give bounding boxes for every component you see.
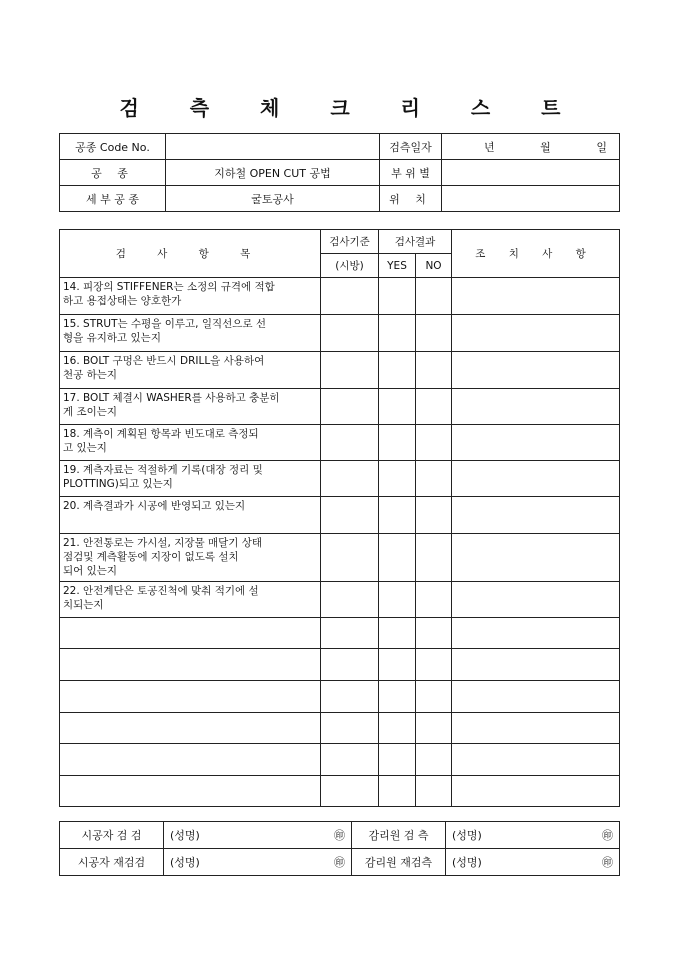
info-table [59, 133, 620, 212]
header-action: 조 치 사 항 [452, 230, 620, 278]
seal-mark: ㊞ [602, 856, 613, 869]
standard-cell[interactable] [321, 389, 379, 425]
action-cell[interactable] [452, 618, 620, 649]
checklist-row [60, 713, 620, 744]
yes-cell[interactable] [379, 649, 416, 681]
checklist-row [60, 744, 620, 776]
check-item-text [60, 713, 321, 744]
standard-cell[interactable] [321, 681, 379, 713]
check-item-text: 18. 계측이 계획된 항목과 빈도대로 측정되 고 있는지 [60, 425, 321, 461]
header-no: NO [416, 254, 452, 278]
signature-table [59, 821, 620, 876]
check-item-text: 14. 피장의 STIFFENER는 소정의 규격에 적합 하고 용접상태는 양호한가 [60, 278, 321, 315]
checklist-row [60, 681, 620, 713]
check-item-text [60, 681, 321, 713]
contractor-inspect-label: 시공자 검 검 [60, 822, 164, 849]
header-standard: 검사기준 [321, 230, 379, 254]
checklist-row [60, 278, 620, 315]
checklist-row [60, 534, 620, 582]
action-cell[interactable] [452, 713, 620, 744]
standard-cell[interactable] [321, 744, 379, 776]
standard-cell[interactable] [321, 352, 379, 389]
no-cell[interactable] [416, 776, 452, 807]
header-row-1 [60, 230, 620, 254]
checklist-row [60, 461, 620, 497]
no-cell[interactable] [416, 534, 452, 582]
no-cell[interactable] [416, 582, 452, 618]
detail-work-label: 세 부 공 종 [60, 186, 166, 212]
checklist-row [60, 649, 620, 681]
yes-cell[interactable] [379, 681, 416, 713]
supervisor-inspect-name[interactable] [446, 822, 620, 849]
no-cell[interactable] [416, 278, 452, 315]
check-item-text: 19. 계측자료는 적절하게 기록(대장 정리 및 PLOTTING)되고 있는지 [60, 461, 321, 497]
work-type-value[interactable]: 지하철 OPEN CUT 공법 [166, 160, 380, 186]
standard-cell[interactable] [321, 425, 379, 461]
no-cell[interactable] [416, 389, 452, 425]
date-day: 일 [596, 140, 607, 154]
standard-cell[interactable] [321, 713, 379, 744]
action-cell[interactable] [452, 649, 620, 681]
checklist-row [60, 497, 620, 534]
part-label: 부 위 별 [380, 160, 442, 186]
check-item-text: 15. STRUT는 수평을 이루고, 일직선으로 선 형을 유지하고 있는지 [60, 315, 321, 352]
yes-cell[interactable] [379, 713, 416, 744]
yes-cell[interactable] [379, 618, 416, 649]
no-cell[interactable] [416, 744, 452, 776]
name-label: (성명) [452, 856, 482, 869]
no-cell[interactable] [416, 618, 452, 649]
check-item-text [60, 776, 321, 807]
no-cell[interactable] [416, 497, 452, 534]
checklist-table [59, 229, 620, 807]
name-label: (성명) [170, 829, 200, 842]
yes-cell[interactable] [379, 278, 416, 315]
standard-cell[interactable] [321, 461, 379, 497]
no-cell[interactable] [416, 315, 452, 352]
yes-cell[interactable] [379, 497, 416, 534]
action-cell[interactable] [452, 278, 620, 315]
yes-cell[interactable] [379, 352, 416, 389]
standard-cell[interactable] [321, 315, 379, 352]
standard-cell[interactable] [321, 649, 379, 681]
checklist-row [60, 425, 620, 461]
check-item-text: 17. BOLT 체결시 WASHER를 사용하고 충분히 게 조이는지 [60, 389, 321, 425]
info-row-code [60, 134, 620, 160]
standard-cell[interactable] [321, 582, 379, 618]
contractor-inspect-name[interactable] [164, 822, 352, 849]
action-cell[interactable] [452, 681, 620, 713]
action-cell[interactable] [452, 352, 620, 389]
check-item-text [60, 649, 321, 681]
info-row-work [60, 160, 620, 186]
check-item-text [60, 618, 321, 649]
inspection-date-value[interactable] [442, 134, 620, 160]
no-cell[interactable] [416, 461, 452, 497]
code-value[interactable] [166, 134, 380, 160]
checklist-row [60, 582, 620, 618]
checklist-row [60, 776, 620, 807]
contractor-reinspect-label: 시공자 재검검 [60, 849, 164, 876]
name-label: (성명) [452, 829, 482, 842]
check-item-text: 20. 계측결과가 시공에 반영되고 있는지 [60, 497, 321, 534]
seal-mark: ㊞ [602, 829, 613, 842]
seal-mark: ㊞ [334, 829, 345, 842]
part-value[interactable] [442, 160, 620, 186]
action-cell[interactable] [452, 776, 620, 807]
action-cell[interactable] [452, 582, 620, 618]
standard-cell[interactable] [321, 618, 379, 649]
action-cell[interactable] [452, 425, 620, 461]
header-item: 검 사 항 목 [60, 230, 321, 278]
no-cell[interactable] [416, 681, 452, 713]
detail-work-value[interactable]: 굴토공사 [166, 186, 380, 212]
no-cell[interactable] [416, 352, 452, 389]
yes-cell[interactable] [379, 425, 416, 461]
contractor-reinspect-name[interactable] [164, 849, 352, 876]
check-item-text: 22. 안전계단은 토공진척에 맞춰 적기에 설 치되는지 [60, 582, 321, 618]
action-cell[interactable] [452, 534, 620, 582]
no-cell[interactable] [416, 649, 452, 681]
seal-mark: ㊞ [334, 856, 345, 869]
standard-cell[interactable] [321, 776, 379, 807]
action-cell[interactable] [452, 461, 620, 497]
header-yes: YES [379, 254, 416, 278]
date-month: 월 [540, 140, 551, 154]
action-cell[interactable] [452, 389, 620, 425]
yes-cell[interactable] [379, 534, 416, 582]
supervisor-reinspect-name[interactable] [446, 849, 620, 876]
header-standard-sub: (시방) [321, 254, 379, 278]
action-cell[interactable] [452, 315, 620, 352]
standard-cell[interactable] [321, 497, 379, 534]
signature-row-2 [60, 849, 620, 876]
name-label: (성명) [170, 856, 200, 869]
standard-cell[interactable] [321, 534, 379, 582]
check-item-text [60, 744, 321, 776]
page-title: 검 측 체 크 리 스 트 [119, 96, 583, 120]
location-label: 위 치 [380, 186, 442, 212]
yes-cell[interactable] [379, 461, 416, 497]
action-cell[interactable] [452, 744, 620, 776]
date-year: 년 [484, 140, 495, 154]
yes-cell[interactable] [379, 315, 416, 352]
supervisor-reinspect-label: 감리원 재검측 [352, 849, 446, 876]
yes-cell[interactable] [379, 582, 416, 618]
no-cell[interactable] [416, 713, 452, 744]
signature-row-1 [60, 822, 620, 849]
supervisor-inspect-label: 감리원 검 측 [352, 822, 446, 849]
no-cell[interactable] [416, 425, 452, 461]
info-row-detail [60, 186, 620, 212]
header-result: 검사결과 [379, 230, 452, 254]
code-label: 공종 Code No. [60, 134, 166, 160]
checklist-row [60, 389, 620, 425]
action-cell[interactable] [452, 497, 620, 534]
yes-cell[interactable] [379, 776, 416, 807]
work-type-label: 공 종 [60, 160, 166, 186]
location-value[interactable] [442, 186, 620, 212]
inspection-date-label: 검측일자 [380, 134, 442, 160]
standard-cell[interactable] [321, 278, 379, 315]
check-item-text: 16. BOLT 구멍은 반드시 DRILL을 사용하여 천공 하는지 [60, 352, 321, 389]
checklist-row [60, 352, 620, 389]
checklist-row [60, 618, 620, 649]
yes-cell[interactable] [379, 744, 416, 776]
check-item-text: 21. 안전통로는 가시설, 지장물 매달기 상태 점검및 계측활동에 지장이 없도록 설치 되어 있는지 [60, 534, 321, 582]
checklist-row [60, 315, 620, 352]
yes-cell[interactable] [379, 389, 416, 425]
